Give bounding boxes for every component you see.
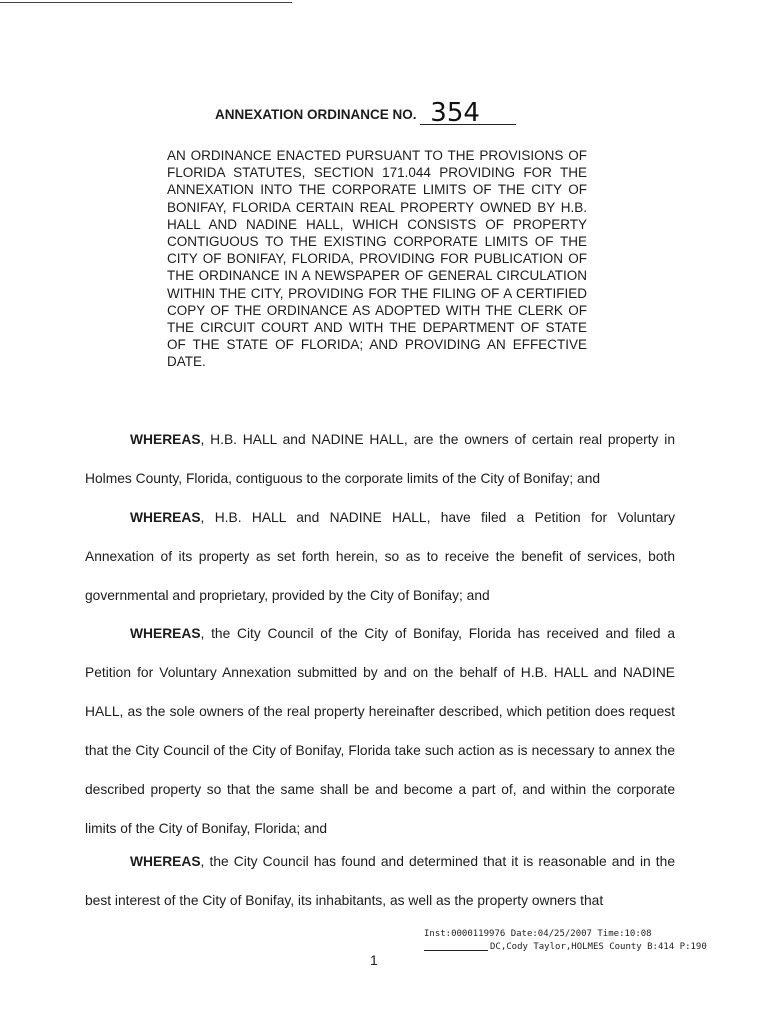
top-edge-rule [0,2,292,3]
whereas-paragraph-1 [85,420,675,498]
ordinance-title-label: ANNEXATION ORDINANCE NO. [215,107,417,122]
whereas-text: , H.B. HALL and NADINE HALL, have filed a Petition for Voluntary Annexation of its property as set forth herein, so as to receive the benefit of services, both governmental and proprietary, provided by the City of Bonifay; and [85,510,675,603]
ordinance-title [215,98,516,128]
page-number: 1 [370,952,378,968]
whereas-lead: WHEREAS [130,432,201,447]
whereas-lead: WHEREAS [130,626,201,641]
whereas-text: , the City Council of the City of Bonifay, Florida has received and filed a Petition for Voluntary Annexation submitted by and on the behalf of H.B. HALL and NADINE HALL, as the sole owners of the real property hereinafter described, which petition does request that the City Council of the City of Bonifay, Florida take such action as is necessary to annex the described property so that the same shall be and become a part of, and within the corporate limits of the City of Bonifay, Florida; and [85,626,675,836]
whereas-paragraph-4 [85,842,675,920]
whereas-lead: WHEREAS [130,510,201,525]
stamp-blank-line [424,950,488,951]
recording-stamp-line-1: Inst:0000119976 Date:04/25/2007 Time:10:08 [424,929,652,939]
whereas-paragraph-3 [85,614,675,848]
ordinance-summary: AN ORDINANCE ENACTED PURSUANT TO THE PROVISIONS OF FLORIDA STATUTES, SECTION 171.044 PROVIDING FOR THE ANNEXATION INTO THE CORPORATE LIMITS OF THE CITY OF BONIFAY, FLORIDA CERTAIN REAL PROPERTY OWNED BY H.B. HALL AND NADINE HALL, WHICH CONSISTS OF PROPERTY CONTIGUOUS TO THE EXISTING CORPORATE LIMITS OF THE CITY OF BONIFAY, FLORIDA, PROVIDING FOR PUBLICATION OF THE ORDINANCE IN A NEWSPAPER OF GENERAL CIRCULATION WITHIN THE CITY, PROVIDING FOR THE FILING OF A CERTIFIED COPY OF THE ORDINANCE AS ADOPTED WITH THE CLERK OF THE CIRCUIT COURT AND WITH THE DEPARTMENT OF STATE OF THE STATE OF FLORIDA; AND PROVIDING AN EFFECTIVE DATE. [167,148,587,370]
recording-stamp-line-2: DC,Cody Taylor,HOLMES County B:414 P:190 [490,942,707,952]
whereas-text: , the City Council has found and determined that it is reasonable and in the best interest of the City of Bonifay, its inhabitants, as well as the property owners that [85,854,675,908]
whereas-paragraph-2 [85,498,675,615]
whereas-text: , H.B. HALL and NADINE HALL, are the owners of certain real property in Holmes County, Florida, contiguous to the corporate limits of the City of Bonifay; and [85,432,675,486]
ordinance-number: 354 [420,102,516,125]
recording-stamp [424,928,707,954]
whereas-lead: WHEREAS [130,854,201,869]
